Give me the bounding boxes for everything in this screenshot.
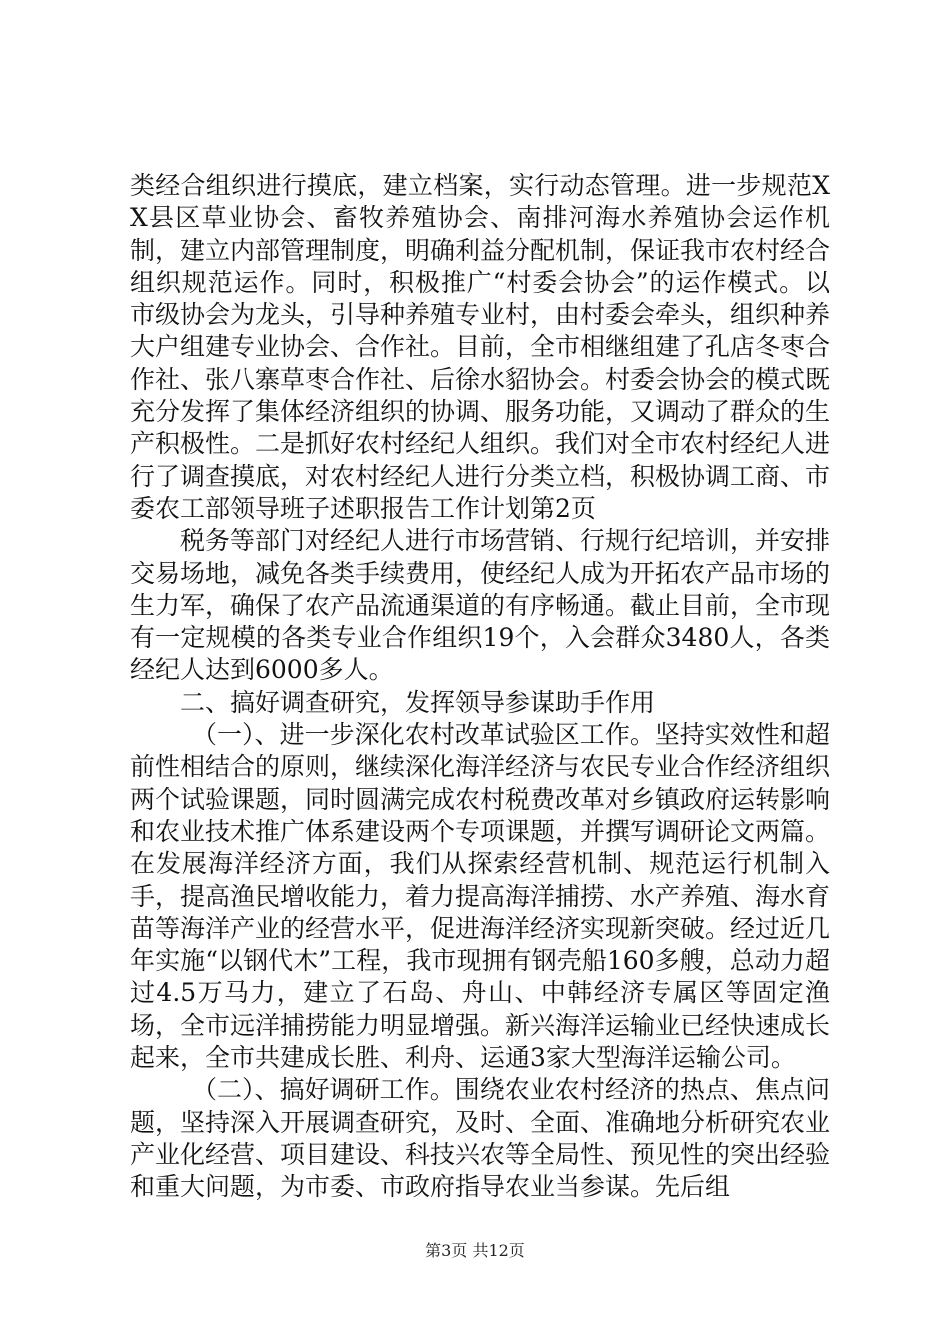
document-body — [130, 170, 830, 1204]
section-heading: 二、搞好调查研究，发挥领导参谋助手作用 — [180, 687, 656, 717]
paragraph-3: （一）、进一步深化农村改革试验区工作。坚持实效性和超前性相结合的原则，继续深化海洋经济与农民专业合作经济组织两个试验课题，同时圆满完成农村税费改革对乡镇政府运转影响和农业技术推广体系建设两个专项课题，并撰写调研论文两篇。在发展海洋经济方面，我们从探索经营机制、规范运行机制入手，提高渔民增收能力，着力提高海洋捕捞、水产养殖、海水育苗等海洋产业的经营水平，促进海洋经济实现新突破。经过近几年实施“以钢代木”工程，我市现拥有钢壳船160多艘，总动力超过4.5万马力，建立了石岛、舟山、中韩经济专属区等固定渔场，全市远洋捕捞能力明显增强。新兴海洋运输业已经快速成长起来，全市共建成长胜、利舟、运通3家大型海洋运输公司。 — [130, 720, 831, 1073]
paragraph-4: （二）、搞好调研工作。围绕农业农村经济的热点、焦点问题，坚持深入开展调查研究，及时、全面、准确地分析研究农业产业化经营、项目建设、科技兴农等全局性、预见性的突出经验和重大问题，为市委、市政府指导农业当参谋。先后组 — [130, 1075, 831, 1202]
page-number-footer: 第3页 共12页 — [425, 1241, 525, 1260]
paragraph-2: 税务等部门对经纪人进行市场营销、行规行纪培训，并安排交易场地，减免各类手续费用，使经纪人成为开拓农产品市场的生力军，确保了农产品流通渠道的有序畅通。截止目前，全市现有一定规模的各类专业合作组织19个，入会群众3480人，各类经纪人达到6000多人。 — [130, 526, 831, 685]
paragraph-1: 类经合组织进行摸底，建立档案，实行动态管理。进一步规范XX县区草业协会、畜牧养殖协会、南排河海水养殖协会运作机制，建立内部管理制度，明确利益分配机制，保证我市农村经合组织规范运作。同时，积极推广“村委会协会”的运作模式。以市级协会为龙头，引导种养殖专业村，由村委会牵头，组织种养大户组建专业协会、合作社。目前，全市相继组建了孔店冬枣合作社、张八寨草枣合作社、后徐水貂协会。村委会协会的模式既充分发挥了集体经济组织的协调、服务功能，又调动了群众的生产积极性。二是抓好农村经纪人组织。我们对全市农村经纪人进行了调查摸底，对农村经纪人进行分类立档，积极协调工商、市委农工部领导班子述职报告工作计划第2页 — [130, 171, 831, 523]
